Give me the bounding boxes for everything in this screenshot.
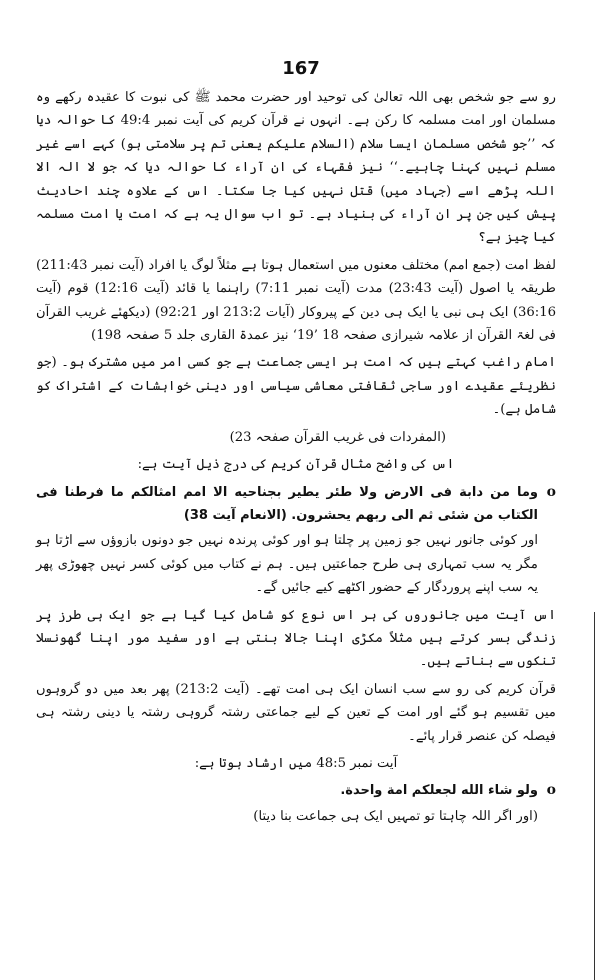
verse-maidah-block [36, 779, 556, 802]
paragraph-ummah-definition: رو سے جو شخص بھی اللہ تعالیٰ کی توحید اور حضرت محمد ﷺ کی نبوت کا عقیدہ رکھے وہ مسلمان اور امت مسلمہ کا رکن ہے۔ انہوں نے قرآن کریم کی آیت نمبر 49:4 کا حوالہ دیا کہ ’’جو شخص مسلمان ایسا سلام (السلام علیکم یعنی تم پر سلامتی ہو) کہے اسے غیر مسلم نہیں کہنا چاہیے۔‘‘ نیز فقہاء کی ان آراء کا حوالہ دیا کہ جو لا الہ الا اللہ پڑھے اسے (جہاد میں) قتل نہیں کیا جا سکتا۔ اس کے علاوہ چند احادیث پیش کیں جن پر ان آراء کی بنیاد ہے۔ تو اب سوال یہ ہے کہ امت یا امت مسلمہ کیا چیز ہے؟ [36, 90, 556, 246]
page-number: 167 [282, 58, 320, 79]
paragraph-one-ummah: قرآن کریم کی رو سے سب انسان ایک ہی امت تھے۔ (آیت 213:2) پھر بعد میں دو گروہوں میں تقسیم ہو گئے اور امت کے تعین کے لیے جماعتی رشتہ گروہی رشتہ یا دینی رشتہ ہی فیصلہ کن عنصر قرار پائے۔ [36, 681, 556, 744]
verse-maidah-translation: (اور اگر اللہ چاہتا تو تمہیں ایک ہی جماعت بنا دیتا) [253, 808, 538, 824]
verse-maidah-arabic: ولو شاء الله لجعلكم امة واحدة. [340, 783, 538, 799]
paragraph-imam-raghib: امام راغب کہتے ہیں کہ امت ہر ایسی جماعت ہے جو کسی امر میں مشترک ہو۔ (جو نظریئے عقیدے اور ساجی ثقافتی معاشی سیاسی اور دینی خواہشات کے اشتراک کو شامل ہے)۔ [36, 355, 556, 418]
verse-anam-arabic: وما من دابة فی الارض ولا طئر یطیر بجناحیه الا امم امثالکم ما فرطنا فی الکتاب من شئی ثم الی ربهم یحشرون. (الانعام آیت 38) [36, 484, 538, 523]
page-edge-line [594, 612, 595, 980]
citation-mufradat: (المفردات فی غریب القرآن صفحہ 23) [229, 429, 446, 445]
page-body [36, 86, 556, 832]
example-intro: اس کی واضح مثال قرآن کریم کی درج ذیل آیت ہے: [137, 457, 455, 473]
verse-anam-block [36, 481, 556, 528]
paragraph-ummah-meanings: لفظ امت (جمع امم) مختلف معنوں میں استعمال ہوتا ہے مثلاً لوگ یا افراد (آیت نمبر 211:43) طریقہ یا اصول (آیت 23:43) مدت (آیت نمبر 7:11) راہنما یا قائد (آیت 12:16) قوم (آیت 36:16) ایک ہی نبی یا ایک ہی دین کے پیروکار (آیات 213:2 اور 92:21) (دیکھئے غریب القرآن فی لغۃ القرآن از علامہ شیرازی صفحہ 18 ’19‘ نیز عمدۃ القاری جلد 5 صفحہ 198) [36, 257, 557, 344]
verse-maidah-intro: آیت نمبر 48:5 میں ارشاد ہوتا ہے: [194, 755, 398, 771]
bullet-icon: o [546, 483, 556, 500]
bullet-icon: o [546, 782, 556, 799]
verse-anam-translation: اور کوئی جانور نہیں جو زمین پر چلتا ہو اور کوئی پرندہ نہیں جو دونوں بازوؤں سے اڑتا ہو مگر یہ سب تمہاری ہی طرح جماعتیں ہیں۔ ہم نے کتاب میں کوئی کسر نہیں چھوڑی پھر یہ سب اپنے پروردگار کے حضور اکٹھے کیے جائیں گے۔ [36, 533, 538, 596]
paragraph-animals: اس آیت میں جانوروں کی ہر اس نوع کو شامل کیا گیا ہے جو ایک ہی طرز پر زندگی بسر کرتے ہیں مثلاً مکڑی اپنا جالا بنتی ہے اور سفید مور اپنا گھونسلا تنکوں سے بناتے ہیں۔ [36, 607, 556, 670]
